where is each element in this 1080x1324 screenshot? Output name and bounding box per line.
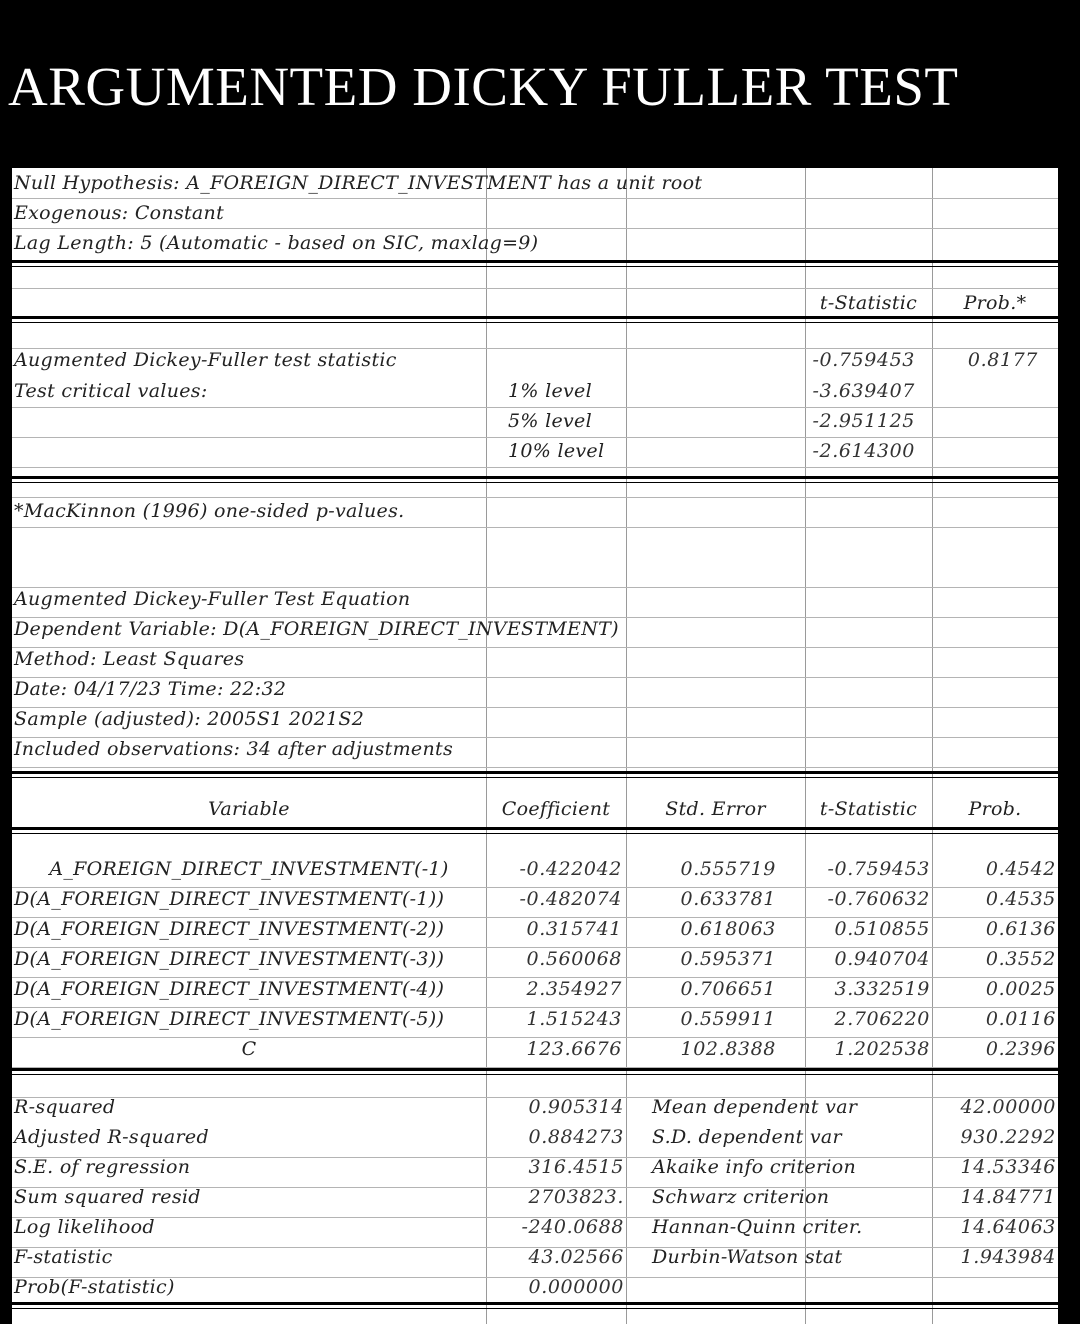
coef-std-error: 102.8388 <box>680 1038 776 1060</box>
coef-prob: 0.4535 <box>985 888 1056 910</box>
section-separator <box>12 260 1058 267</box>
stat-value-right: 930.2292 <box>960 1126 1056 1148</box>
prob-header: Prob.* <box>963 292 1027 314</box>
page-title: ARGUMENTED DICKY FULLER TEST <box>8 56 959 117</box>
stat-label-right: Schwarz criterion <box>652 1186 830 1208</box>
coef-std-error: 0.633781 <box>680 888 776 910</box>
coef-tstat: 2.706220 <box>834 1008 930 1030</box>
coef-std-error: 0.706651 <box>680 978 776 1000</box>
adf-test-stat-label: Augmented Dickey-Fuller test statistic <box>14 349 397 371</box>
coef-tstat: 3.332519 <box>834 978 930 1000</box>
coef-value: -0.482074 <box>519 888 622 910</box>
col-header-coefficient: Coefficient <box>501 798 611 820</box>
stat-label-right: Akaike info criterion <box>652 1156 857 1178</box>
coef-value: 2.354927 <box>526 978 622 1000</box>
sample-adjusted: Sample (adjusted): 2005S1 2021S2 <box>14 708 365 730</box>
stat-value-right: 42.00000 <box>960 1096 1056 1118</box>
included-observations: Included observations: 34 after adjustments <box>14 738 453 760</box>
coef-std-error: 0.618063 <box>680 918 776 940</box>
null-hypothesis: Null Hypothesis: A_FOREIGN_DIRECT_INVESTMENT has a unit root <box>14 172 703 194</box>
stat-value: 43.02566 <box>528 1246 624 1268</box>
stat-label-right: S.D. dependent var <box>652 1126 842 1148</box>
date-time: Date: 04/17/23 Time: 22:32 <box>14 678 287 700</box>
col-header-tstat: t-Statistic <box>819 798 918 820</box>
tstat-header: t-Statistic <box>819 292 918 314</box>
coef-value: 0.315741 <box>526 918 622 940</box>
stat-label: Sum squared resid <box>14 1186 201 1208</box>
coef-variable: D(A_FOREIGN_DIRECT_INVESTMENT(-1)) <box>14 888 445 910</box>
coef-std-error: 0.559911 <box>680 1008 776 1030</box>
crit-value-10: -2.614300 <box>812 440 915 462</box>
stat-label-right: Mean dependent var <box>652 1096 858 1118</box>
section-separator <box>12 771 1058 778</box>
column-divider <box>626 168 627 1324</box>
regression-output-sheet <box>12 168 1058 1324</box>
coef-variable: D(A_FOREIGN_DIRECT_INVESTMENT(-4)) <box>14 978 445 1000</box>
critical-values-label: Test critical values: <box>14 380 208 402</box>
coef-tstat: -0.760632 <box>827 888 930 910</box>
coef-prob: 0.3552 <box>985 948 1056 970</box>
stat-value-right: 1.943984 <box>960 1246 1056 1268</box>
section-separator <box>12 1068 1058 1075</box>
adf-test-stat-prob: 0.8177 <box>967 349 1038 371</box>
dependent-variable: Dependent Variable: D(A_FOREIGN_DIRECT_INVESTMENT) <box>14 618 619 640</box>
stat-value: 0.884273 <box>528 1126 624 1148</box>
method: Method: Least Squares <box>14 648 245 670</box>
stat-value-right: 14.84771 <box>960 1186 1056 1208</box>
stat-value: 316.4515 <box>528 1156 624 1178</box>
coef-value: -0.422042 <box>519 858 622 880</box>
coef-prob: 0.6136 <box>985 918 1056 940</box>
coef-variable: D(A_FOREIGN_DIRECT_INVESTMENT(-3)) <box>14 948 445 970</box>
exogenous: Exogenous: Constant <box>14 202 225 224</box>
stat-value: 2703823. <box>528 1186 624 1208</box>
coef-variable: A_FOREIGN_DIRECT_INVESTMENT(-1) <box>49 858 449 880</box>
lag-length: Lag Length: 5 (Automatic - based on SIC, maxlag=9) <box>14 232 539 254</box>
stat-value: -240.0688 <box>521 1216 624 1238</box>
coef-variable: D(A_FOREIGN_DIRECT_INVESTMENT(-5)) <box>14 1008 445 1030</box>
coef-value: 0.560068 <box>526 948 622 970</box>
stat-value-right: 14.64063 <box>960 1216 1056 1238</box>
coef-tstat: 0.510855 <box>834 918 930 940</box>
stat-label-right: Hannan-Quinn criter. <box>652 1216 863 1238</box>
stat-label: F-statistic <box>14 1246 113 1268</box>
stat-label: R-squared <box>14 1096 116 1118</box>
col-header-variable: Variable <box>208 798 290 820</box>
coef-std-error: 0.595371 <box>680 948 776 970</box>
coef-variable: D(A_FOREIGN_DIRECT_INVESTMENT(-2)) <box>14 918 445 940</box>
coef-tstat: 0.940704 <box>834 948 930 970</box>
stat-value: 0.000000 <box>528 1276 624 1298</box>
stat-label: S.E. of regression <box>14 1156 191 1178</box>
col-header-std-error: Std. Error <box>665 798 766 820</box>
crit-value-5: -2.951125 <box>812 410 915 432</box>
coef-value: 123.6676 <box>526 1038 622 1060</box>
stat-label-right: Durbin-Watson stat <box>652 1246 843 1268</box>
coef-prob: 0.4542 <box>985 858 1056 880</box>
coef-prob: 0.2396 <box>985 1038 1056 1060</box>
crit-level-1: 1% level <box>508 380 592 402</box>
section-separator <box>12 1302 1058 1309</box>
stat-label: Log likelihood <box>14 1216 155 1238</box>
mackinnon-footnote: *MacKinnon (1996) one-sided p-values. <box>14 500 405 522</box>
crit-level-10: 10% level <box>508 440 605 462</box>
section-separator <box>12 476 1058 483</box>
coef-std-error: 0.555719 <box>680 858 776 880</box>
stat-label: Adjusted R-squared <box>14 1126 209 1148</box>
coef-tstat: -0.759453 <box>827 858 930 880</box>
coef-prob: 0.0116 <box>985 1008 1056 1030</box>
coef-value: 1.515243 <box>526 1008 622 1030</box>
crit-value-1: -3.639407 <box>812 380 915 402</box>
coef-variable: C <box>241 1038 257 1060</box>
stat-value-right: 14.53346 <box>960 1156 1056 1178</box>
stat-value: 0.905314 <box>528 1096 624 1118</box>
section-separator <box>12 827 1058 834</box>
col-header-prob: Prob. <box>968 798 1022 820</box>
equation-title: Augmented Dickey-Fuller Test Equation <box>14 588 411 610</box>
adf-test-stat-value: -0.759453 <box>812 349 915 371</box>
coef-tstat: 1.202538 <box>834 1038 930 1060</box>
stat-label: Prob(F-statistic) <box>14 1276 175 1298</box>
crit-level-5: 5% level <box>508 410 592 432</box>
coef-prob: 0.0025 <box>985 978 1056 1000</box>
